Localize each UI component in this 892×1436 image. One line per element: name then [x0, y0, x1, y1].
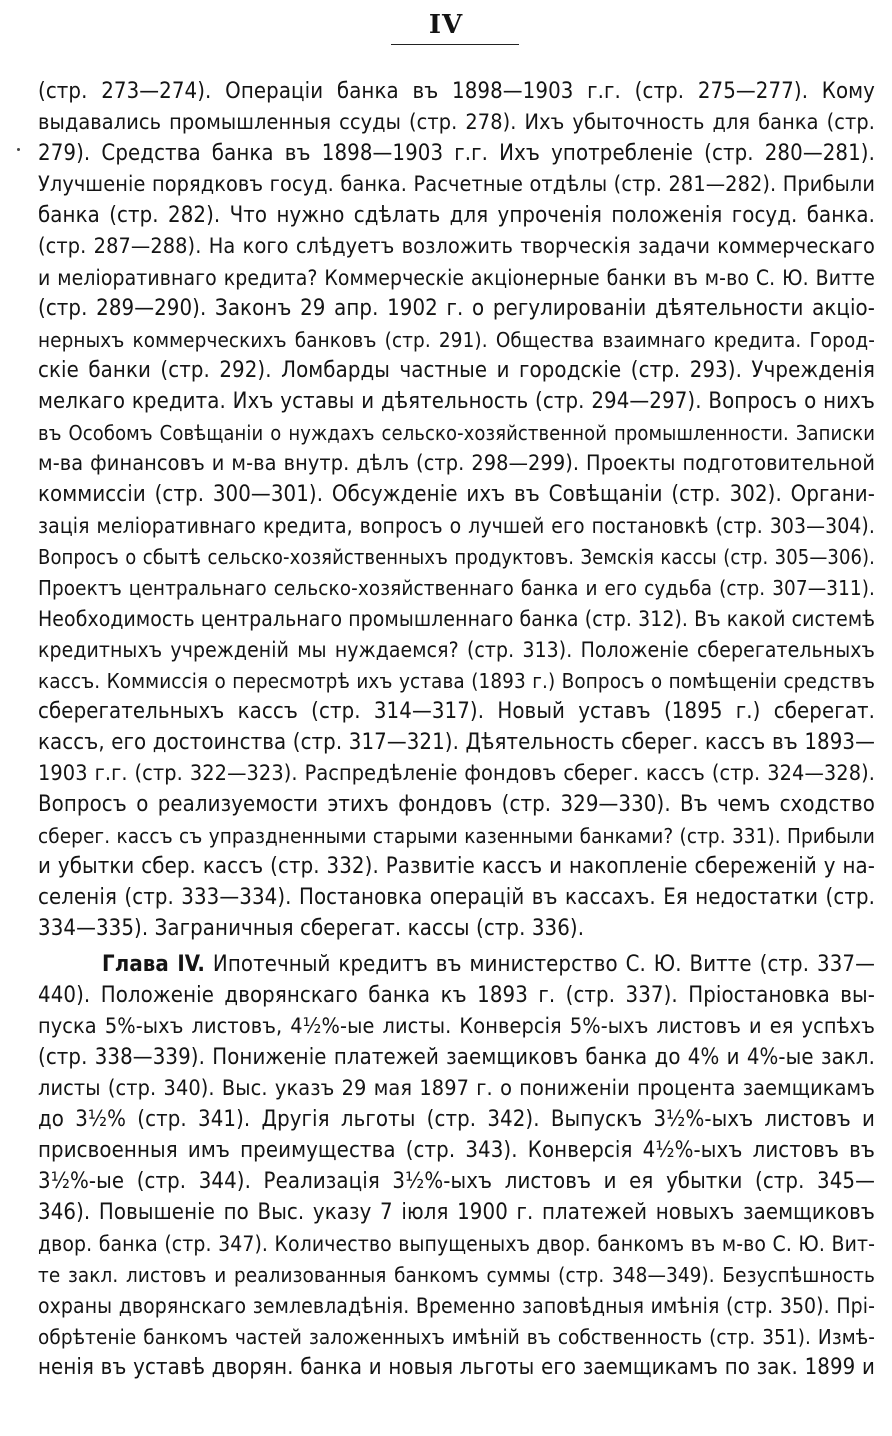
header-rule: [391, 44, 519, 45]
chapter-title-text: Ипотечный кредитъ въ министерство С. Ю. Витте (стр. 337—: [212, 952, 875, 977]
text-line: охраны дворянскаго землевладѣнія. Временно заповѣдныя имѣнія (стр. 350). Прі-: [38, 1294, 875, 1318]
text-line: Вопросъ о сбытѣ сельско-хозяйственныхъ продуктовъ. Земскія кассы (стр. 305—306).: [38, 545, 875, 569]
chapter-heading-line: [102, 950, 875, 980]
text-line: нерныхъ коммерческихъ банковъ (стр. 291). Общества взаимнаго кредита. Город-: [38, 328, 875, 352]
text-line: (стр. 273—274). Операціи банка въ 1898—1903 г.г. (стр. 275—277). Кому: [38, 79, 875, 104]
text-line: Проектъ центральнаго сельско-хозяйственнаго банка и его судьба (стр. 307—311).: [38, 576, 875, 600]
text-line: зація меліоративнаго кредита, вопросъ о лучшей его постановкѣ (стр. 303—304).: [38, 514, 875, 538]
text-line: пуска 5%-ыхъ листовъ, 4½%-ые листы. Конверсія 5%-ыхъ листовъ и ея успѣхъ: [38, 1014, 875, 1039]
page-number: IV: [428, 10, 464, 40]
text-line: селенія (стр. 333—334). Постановка операцій въ кассахъ. Ея недостатки (стр.: [38, 885, 875, 910]
text-line: скіе банки (стр. 292). Ломбарды частные и городскіе (стр. 293). Учрежденія: [38, 358, 875, 383]
text-line: 346). Повышеніе по Выс. указу 7 іюля 1900 г. платежей новыхъ заемщиковъ: [38, 1200, 875, 1225]
text-line: кассъ, его достоинства (стр. 317—321). Дѣятельность сберег. кассъ въ 1893—: [38, 730, 875, 755]
text-line: двор. банка (стр. 347). Количество выпущеныхъ двор. банкомъ въ м-во С. Ю. Вит-: [38, 1232, 875, 1256]
text-line: м-ва финансовъ и м-ва внутр. дѣлъ (стр. 298—299). Проекты подготовительной: [38, 451, 875, 476]
text-line: (стр. 287—288). На кого слѣдуетъ возложить творческія задачи коммерческаго: [38, 234, 875, 259]
text-line: мелкаго кредита. Ихъ уставы и дѣятельность (стр. 294—297). Вопросъ о нихъ: [38, 389, 875, 414]
text-line: 440). Положеніе дворянскаго банка къ 1893 г. (стр. 337). Пріостановка вы-: [38, 983, 875, 1008]
text-line: сберегательныхъ кассъ (стр. 314—317). Новый уставъ (1895 г.) сберегат.: [38, 699, 875, 724]
stray-ink-mark: [17, 148, 20, 151]
text-line: Улучшеніе порядковъ госуд. банка. Расчетные отдѣлы (стр. 281—282). Прибыли: [38, 172, 875, 197]
text-line: выдавались промышленныя ссуды (стр. 278). Ихъ убыточность для банка (стр.: [38, 110, 875, 135]
text-line: Вопросъ о реализуемости этихъ фондовъ (стр. 329—330). Въ чемъ сходство: [38, 792, 875, 817]
text-line: 334—335). Заграничныя сберегат. кассы (стр. 336).: [38, 916, 585, 941]
text-line: 279). Средства банка въ 1898—1903 г.г. Ихъ употребленіе (стр. 280—281).: [38, 141, 875, 166]
text-line: те закл. листовъ и реализованныя банкомъ суммы (стр. 348—349). Безуспѣшность: [38, 1263, 875, 1287]
text-line: 1903 г.г. (стр. 322—323). Распредѣленіе фондовъ сберег. кассъ (стр. 324—328).: [38, 761, 875, 786]
text-line: банка (стр. 282). Что нужно сдѣлать для упроченія положенія госуд. банка.: [38, 203, 875, 228]
text-line: присвоенныя имъ преимущества (стр. 343). Конверсія 4½%-ыхъ листовъ въ: [38, 1138, 875, 1163]
text-line: коммиссіи (стр. 300—301). Обсужденіе ихъ въ Совѣщаніи (стр. 302). Органи-: [38, 482, 875, 507]
text-line: Необходимость центральнаго промышленнаго банка (стр. 312). Въ какой системѣ: [38, 607, 875, 631]
text-line: обрѣтеніе банкомъ частей заложенныхъ имѣній въ собственность (стр. 351). Измѣ-: [38, 1325, 875, 1349]
text-line: сберег. кассъ съ упраздненными старыми казенными банками? (стр. 331). Прибыли: [38, 824, 875, 848]
text-line: въ Особомъ Совѣщаніи о нуждахъ сельско-хозяйственной промышленности. Записки: [38, 421, 875, 445]
chapter-label: Глава IV.: [102, 952, 206, 977]
text-line: (стр. 338—339). Пониженіе платежей заемщиковъ банка до 4% и 4%-ые закл.: [38, 1045, 875, 1070]
text-line: и убытки сбер. кассъ (стр. 332). Развитіе кассъ и накопленіе сбереженій у на-: [38, 854, 875, 879]
text-line: кредитныхъ учрежденій мы нуждаемся? (стр. 313). Положеніе сберегательныхъ: [38, 638, 875, 662]
text-line: кассъ. Коммиссія о пересмотрѣ ихъ устава (1893 г.) Вопросъ о помѣщеніи средствъ: [38, 669, 875, 693]
text-line: и меліоративнаго кредита? Коммерческіе акціонерные банки въ м-во С. Ю. Витте: [38, 266, 875, 290]
text-line: листы (стр. 340). Выс. указъ 29 мая 1897 г. о пониженіи процента заемщикамъ: [38, 1076, 875, 1101]
text-line: 3½%-ые (стр. 344). Реализація 3½%-ыхъ листовъ и ея убытки (стр. 345—: [38, 1169, 875, 1194]
text-line: ненія въ уставѣ дворян. банка и новыя льготы его заемщикамъ по зак. 1899 и: [38, 1355, 875, 1380]
text-line: (стр. 289—290). Законъ 29 апр. 1902 г. о регулированіи дѣятельности акціо-: [38, 296, 875, 321]
text-line: до 3½% (стр. 341). Другія льготы (стр. 342). Выпускъ 3½%-ыхъ листовъ и: [38, 1107, 875, 1132]
